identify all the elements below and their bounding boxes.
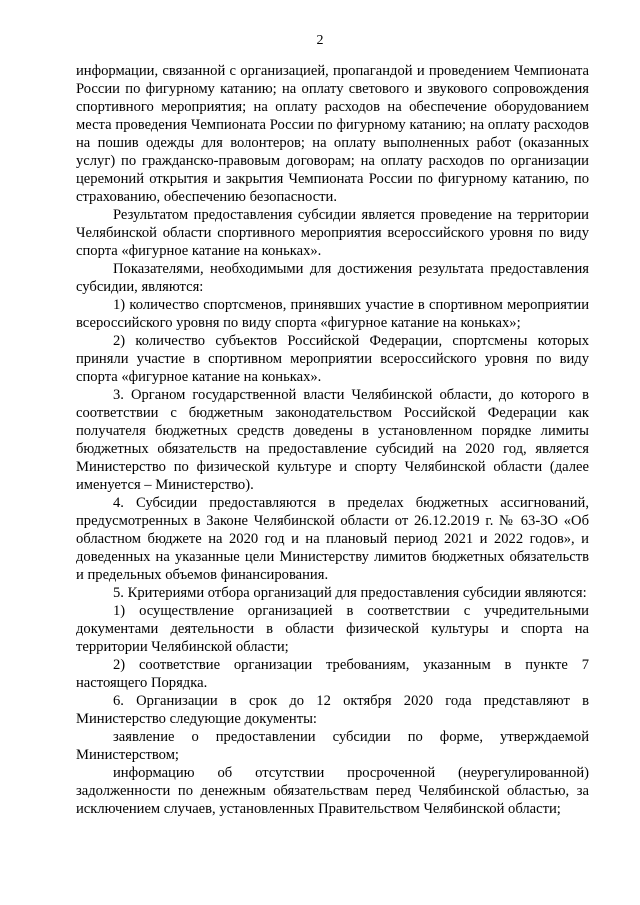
document-body (76, 62, 589, 818)
paragraph-criterion-2: 2) соответствие организации требованиям, указанным в пункте 7 настоящего Порядка. (76, 657, 589, 691)
paragraph-continuation: информации, связанной с организацией, пропагандой и проведением Чемпионата России по фигурному катанию; на оплату светового и звукового сопровождения спортивного мероприятия; на оплату расходов на обеспечение оборудованием места проведения Чемпионата России по фигурному катанию; на оплату расходов на пошив одежды для волонтеров; на оплату выполненных работ (оказанных услуг) по гражданско-правовым договорам; на оплату расходов по организации церемоний открытия и закрытия Чемпионата России по фигурному катанию, по страхованию, обеспечению безопасности. (76, 63, 589, 205)
page-number: 2 (316, 33, 324, 48)
paragraph-section-5: 5. Критериями отбора организаций для предоставления субсидии являются: (113, 585, 587, 601)
paragraph-section-4: 4. Субсидии предоставляются в пределах бюджетных ассигнований, предусмотренных в Законе Челябинской области от 26.12.2019 г. № 63-ЗО «Об областном бюджете на 2020 год и на плановый период 2021 и 2022 годов», и доведенных на указанные цели Министерству лимитов бюджетных обязательств и предельных объемов финансирования. (76, 495, 589, 583)
paragraph-indicator-1: 1) количество спортсменов, принявших участие в спортивном мероприятии всероссийского уровня по виду спорта «фигурное катание на коньках»; (76, 297, 589, 331)
paragraph-result: Результатом предоставления субсидии является проведение на территории Челябинской области спортивного мероприятия всероссийского уровня по виду спорта «фигурное катание на коньках». (76, 207, 589, 259)
paragraph-section-3: 3. Органом государственной власти Челябинской области, до которого в соответствии с бюджетным законодательством Российской Федерации как получателя бюджетных средств доведены в установленном порядке лимиты бюджетных обязательств на предоставление субсидий на 2020 год, является Министерство по физической культуре и спорту Челябинской области (далее именуется – Министерство). (76, 387, 589, 493)
paragraph-criterion-1: 1) осуществление организацией в соответствии с учредительными документами деятельности в области физической культуры и спорта на территории Челябинской области; (76, 603, 589, 655)
paragraph-document-debt-info: информацию об отсутствии просроченной (неурегулированной) задолженности по денежным обязательствам перед Челябинской областью, за исключением случаев, установленных Правительством Челябинской области; (76, 765, 589, 817)
paragraph-document-application: заявление о предоставлении субсидии по форме, утверждаемой Министерством; (76, 729, 589, 763)
paragraph-indicators: Показателями, необходимыми для достижения результата предоставления субсидии, являются: (76, 261, 589, 295)
paragraph-indicator-2: 2) количество субъектов Российской Федерации, спортсмены которых приняли участие в спортивном мероприятии всероссийского уровня по виду спорта «фигурное катание на коньках». (76, 333, 589, 385)
paragraph-section-6: 6. Организации в срок до 12 октября 2020 года представляют в Министерство следующие документы: (76, 693, 589, 727)
